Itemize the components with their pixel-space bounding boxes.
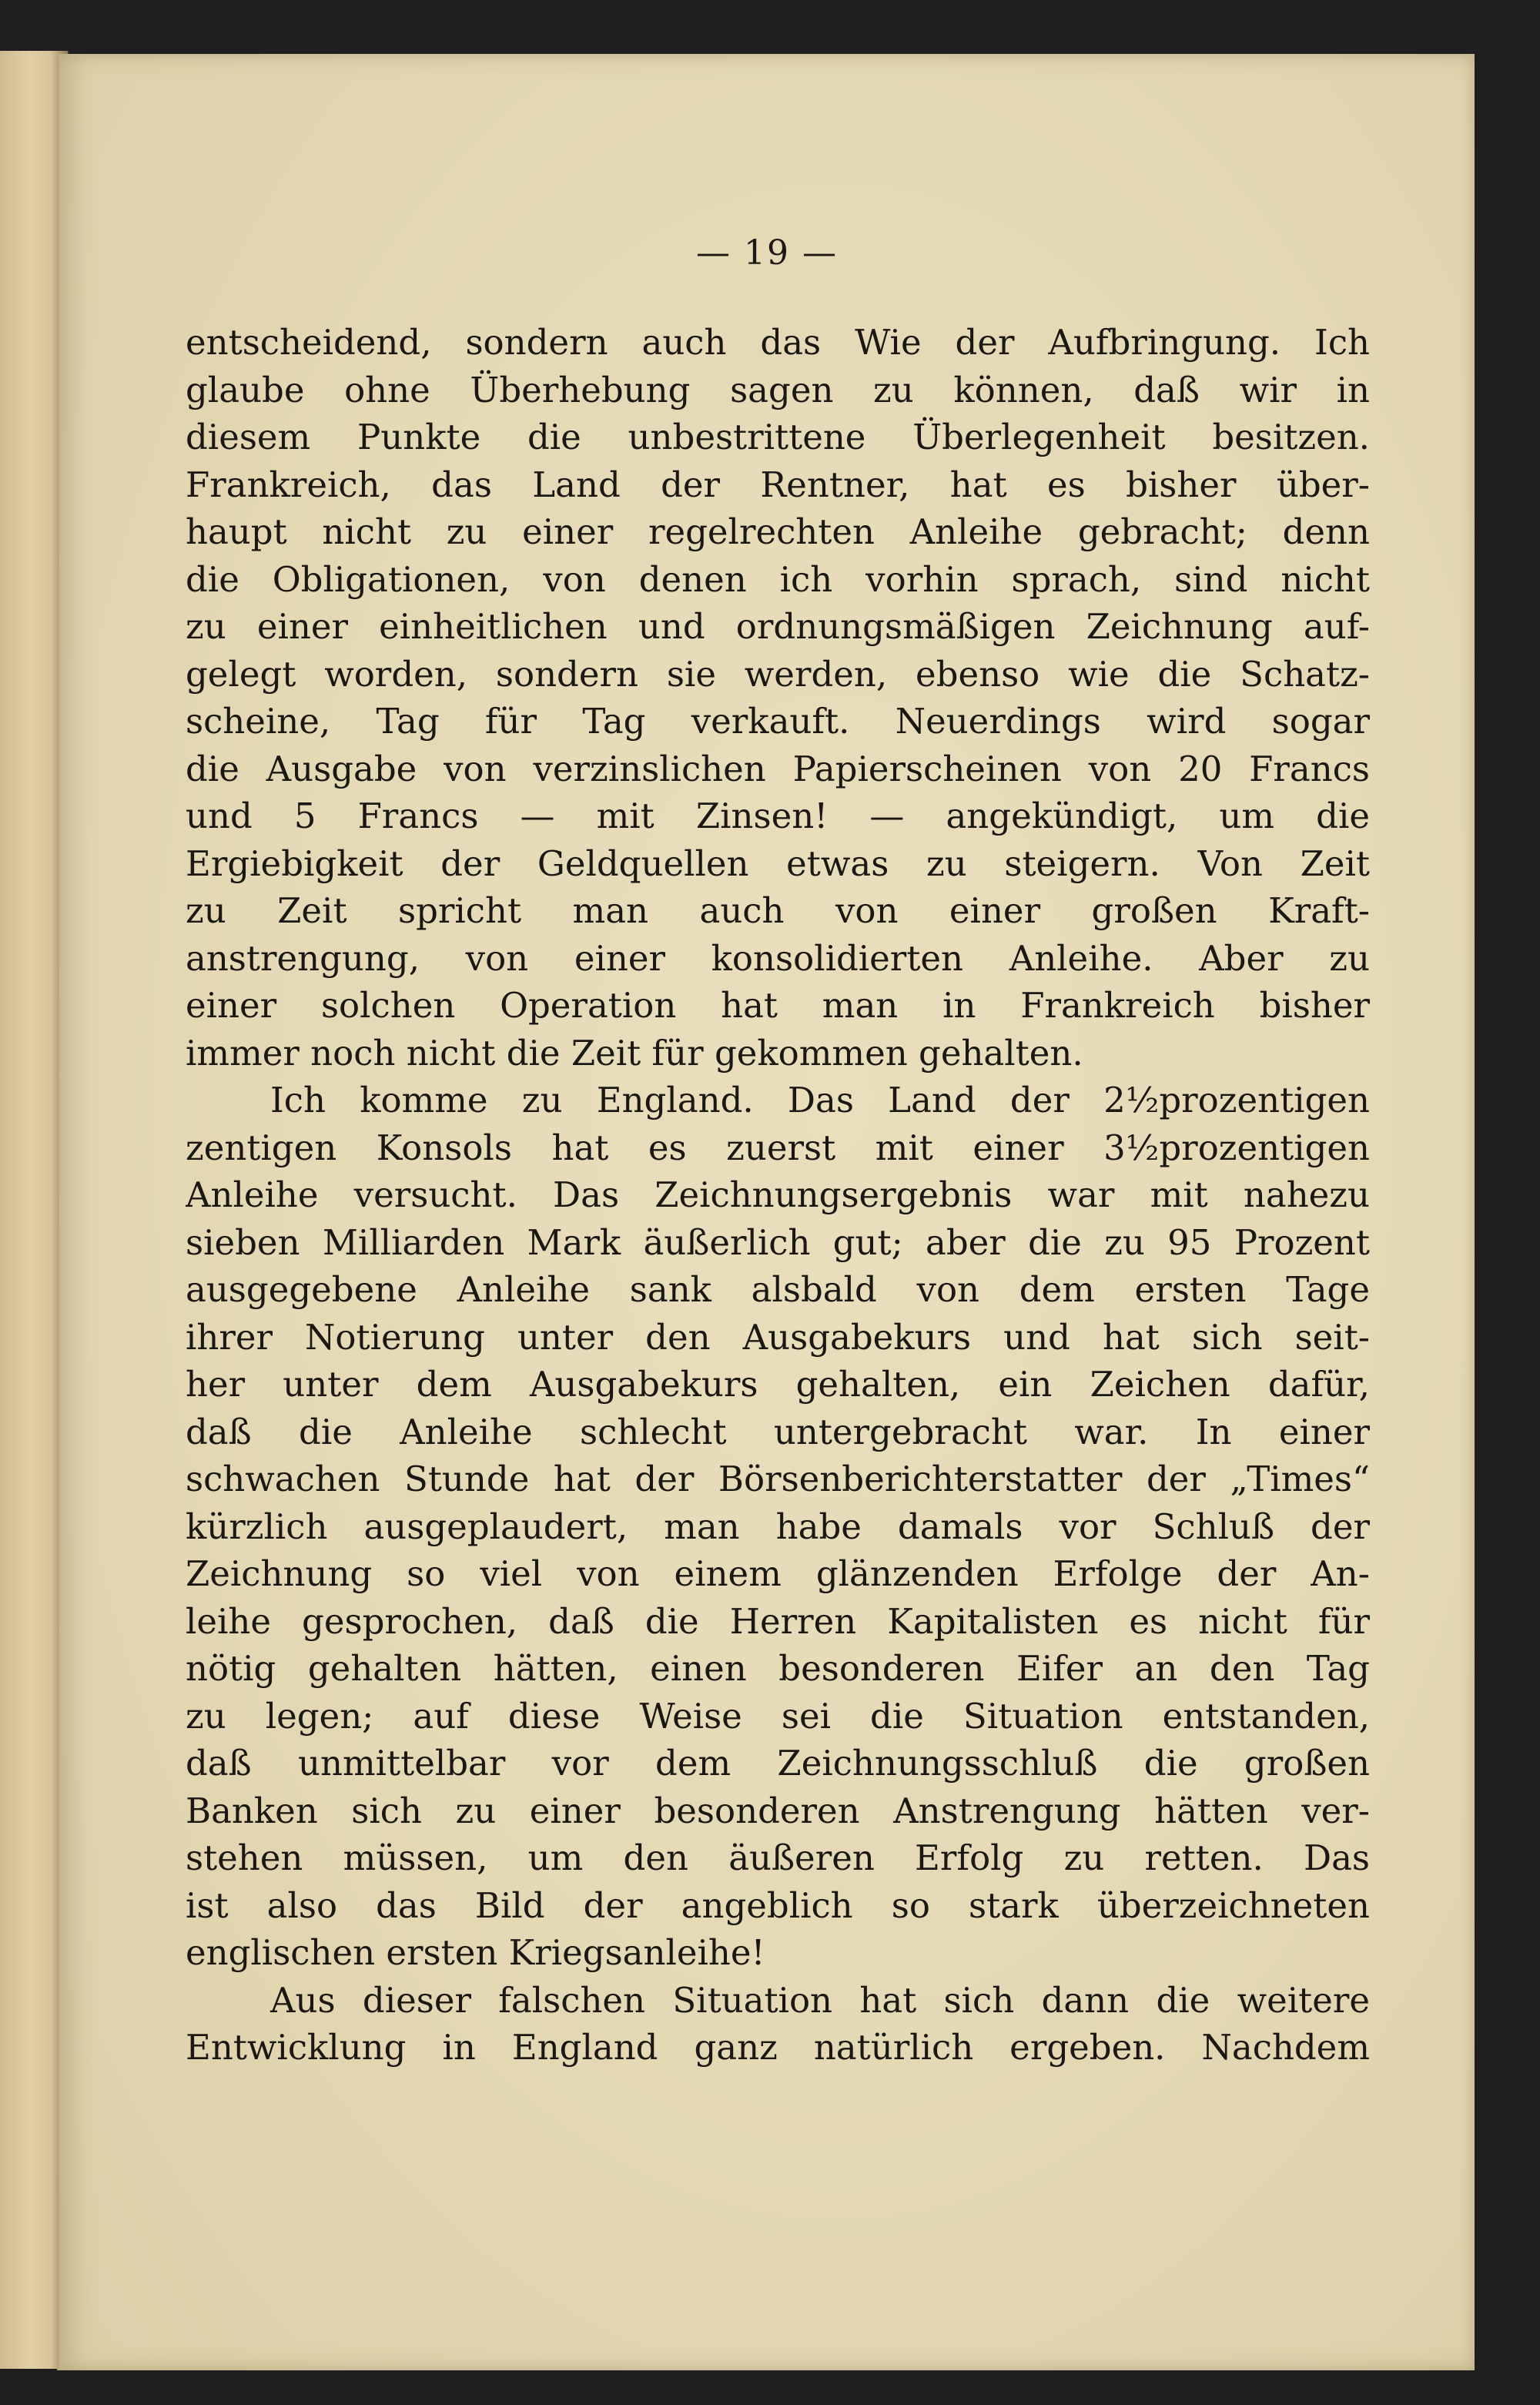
text-line: scheine, Tag für Tag verkauft. Neuerdings wird sogar bbox=[186, 701, 1370, 742]
text-line: leihe gesprochen, daß die Herren Kapitalisten es nicht für bbox=[186, 1600, 1370, 1642]
text-line: haupt nicht zu einer regelrechten Anleihe gebracht; denn bbox=[186, 511, 1370, 552]
text-line: ausgegebene Anleihe sank alsbald von dem ersten Tage bbox=[186, 1269, 1370, 1310]
text-line: immer noch nicht die Zeit für gekommen gehalten. bbox=[186, 1032, 1083, 1074]
text-line: ist also das Bild der angeblich so stark überzeichneten bbox=[186, 1884, 1370, 1926]
text-line: Anleihe versucht. Das Zeichnungsergebnis war mit nahezu bbox=[186, 1174, 1370, 1215]
text-line: her unter dem Ausgabekurs gehalten, ein Zeichen dafür, bbox=[186, 1364, 1370, 1405]
text-line: kürzlich ausgeplaudert, man habe damals vor Schluß der bbox=[186, 1506, 1370, 1547]
text-line: daß unmittelbar vor dem Zeichnungsschluß die großen bbox=[186, 1743, 1370, 1784]
text-line: glaube ohne Überhebung sagen zu können, daß wir in bbox=[186, 369, 1370, 410]
text-line: Banken sich zu einer besonderen Anstrengung hätten ver- bbox=[186, 1790, 1370, 1831]
text-line: schwachen Stunde hat der Börsenberichterstatter der „Times“ bbox=[186, 1459, 1370, 1499]
text-line: zu Zeit spricht man auch von einer großen Kraft- bbox=[186, 890, 1370, 931]
text-line: Entwicklung in England ganz natürlich ergeben. Nachdem bbox=[186, 2027, 1370, 2068]
text-line: und 5 Francs — mit Zinsen! — angekündigt, um die bbox=[186, 796, 1370, 836]
page-number: — 19 — bbox=[696, 233, 838, 273]
text-line: die Obligationen, von denen ich vorhin sprach, sind nicht bbox=[186, 558, 1370, 600]
book-page bbox=[57, 54, 1475, 2370]
text-line: zu legen; auf diese Weise sei die Situation entstanden, bbox=[186, 1695, 1370, 1737]
text-line: englischen ersten Kriegsanleihe! bbox=[186, 1932, 765, 1973]
text-line: diesem Punkte die unbestrittene Überlegenheit besitzen. bbox=[186, 417, 1370, 457]
text-line: sieben Milliarden Mark äußerlich gut; aber die zu 95 Prozent bbox=[186, 1221, 1370, 1263]
text-line: zentigen Konsols hat es zuerst mit einer 3½prozentigen bbox=[186, 1127, 1370, 1168]
text-line: Aus dieser falschen Situation hat sich dann die weitere bbox=[270, 1979, 1370, 2021]
text-line: anstrengung, von einer konsolidierten Anleihe. Aber zu bbox=[186, 937, 1370, 979]
text-line: zu einer einheitlichen und ordnungsmäßigen Zeichnung auf- bbox=[186, 606, 1370, 647]
text-line: Ergiebigkeit der Geldquellen etwas zu steigern. Von Zeit bbox=[186, 842, 1370, 884]
text-line: die Ausgabe von verzinslichen Papierscheinen von 20 Francs bbox=[186, 748, 1370, 789]
text-line: stehen müssen, um den äußeren Erfolg zu retten. Das bbox=[186, 1837, 1370, 1878]
text-line: einer solchen Operation hat man in Frankreich bisher bbox=[186, 985, 1370, 1026]
text-line: nötig gehalten hätten, einen besonderen Eifer an den Tag bbox=[186, 1648, 1370, 1689]
text-line: Ich komme zu England. Das Land der 2½prozentigen bbox=[270, 1080, 1370, 1120]
text-line: Frankreich, das Land der Rentner, hat es bisher über- bbox=[186, 464, 1370, 505]
text-line: gelegt worden, sondern sie werden, ebenso wie die Schatz- bbox=[186, 653, 1370, 695]
text-line: entscheidend, sondern auch das Wie der Aufbringung. Ich bbox=[186, 322, 1370, 363]
page-text bbox=[186, 319, 1370, 2072]
text-line: daß die Anleihe schlecht untergebracht war. In einer bbox=[186, 1411, 1370, 1452]
text-line: Zeichnung so viel von einem glänzenden Erfolge der An- bbox=[186, 1553, 1370, 1594]
text-line: ihrer Notierung unter den Ausgabekurs und hat sich seit- bbox=[186, 1316, 1370, 1358]
